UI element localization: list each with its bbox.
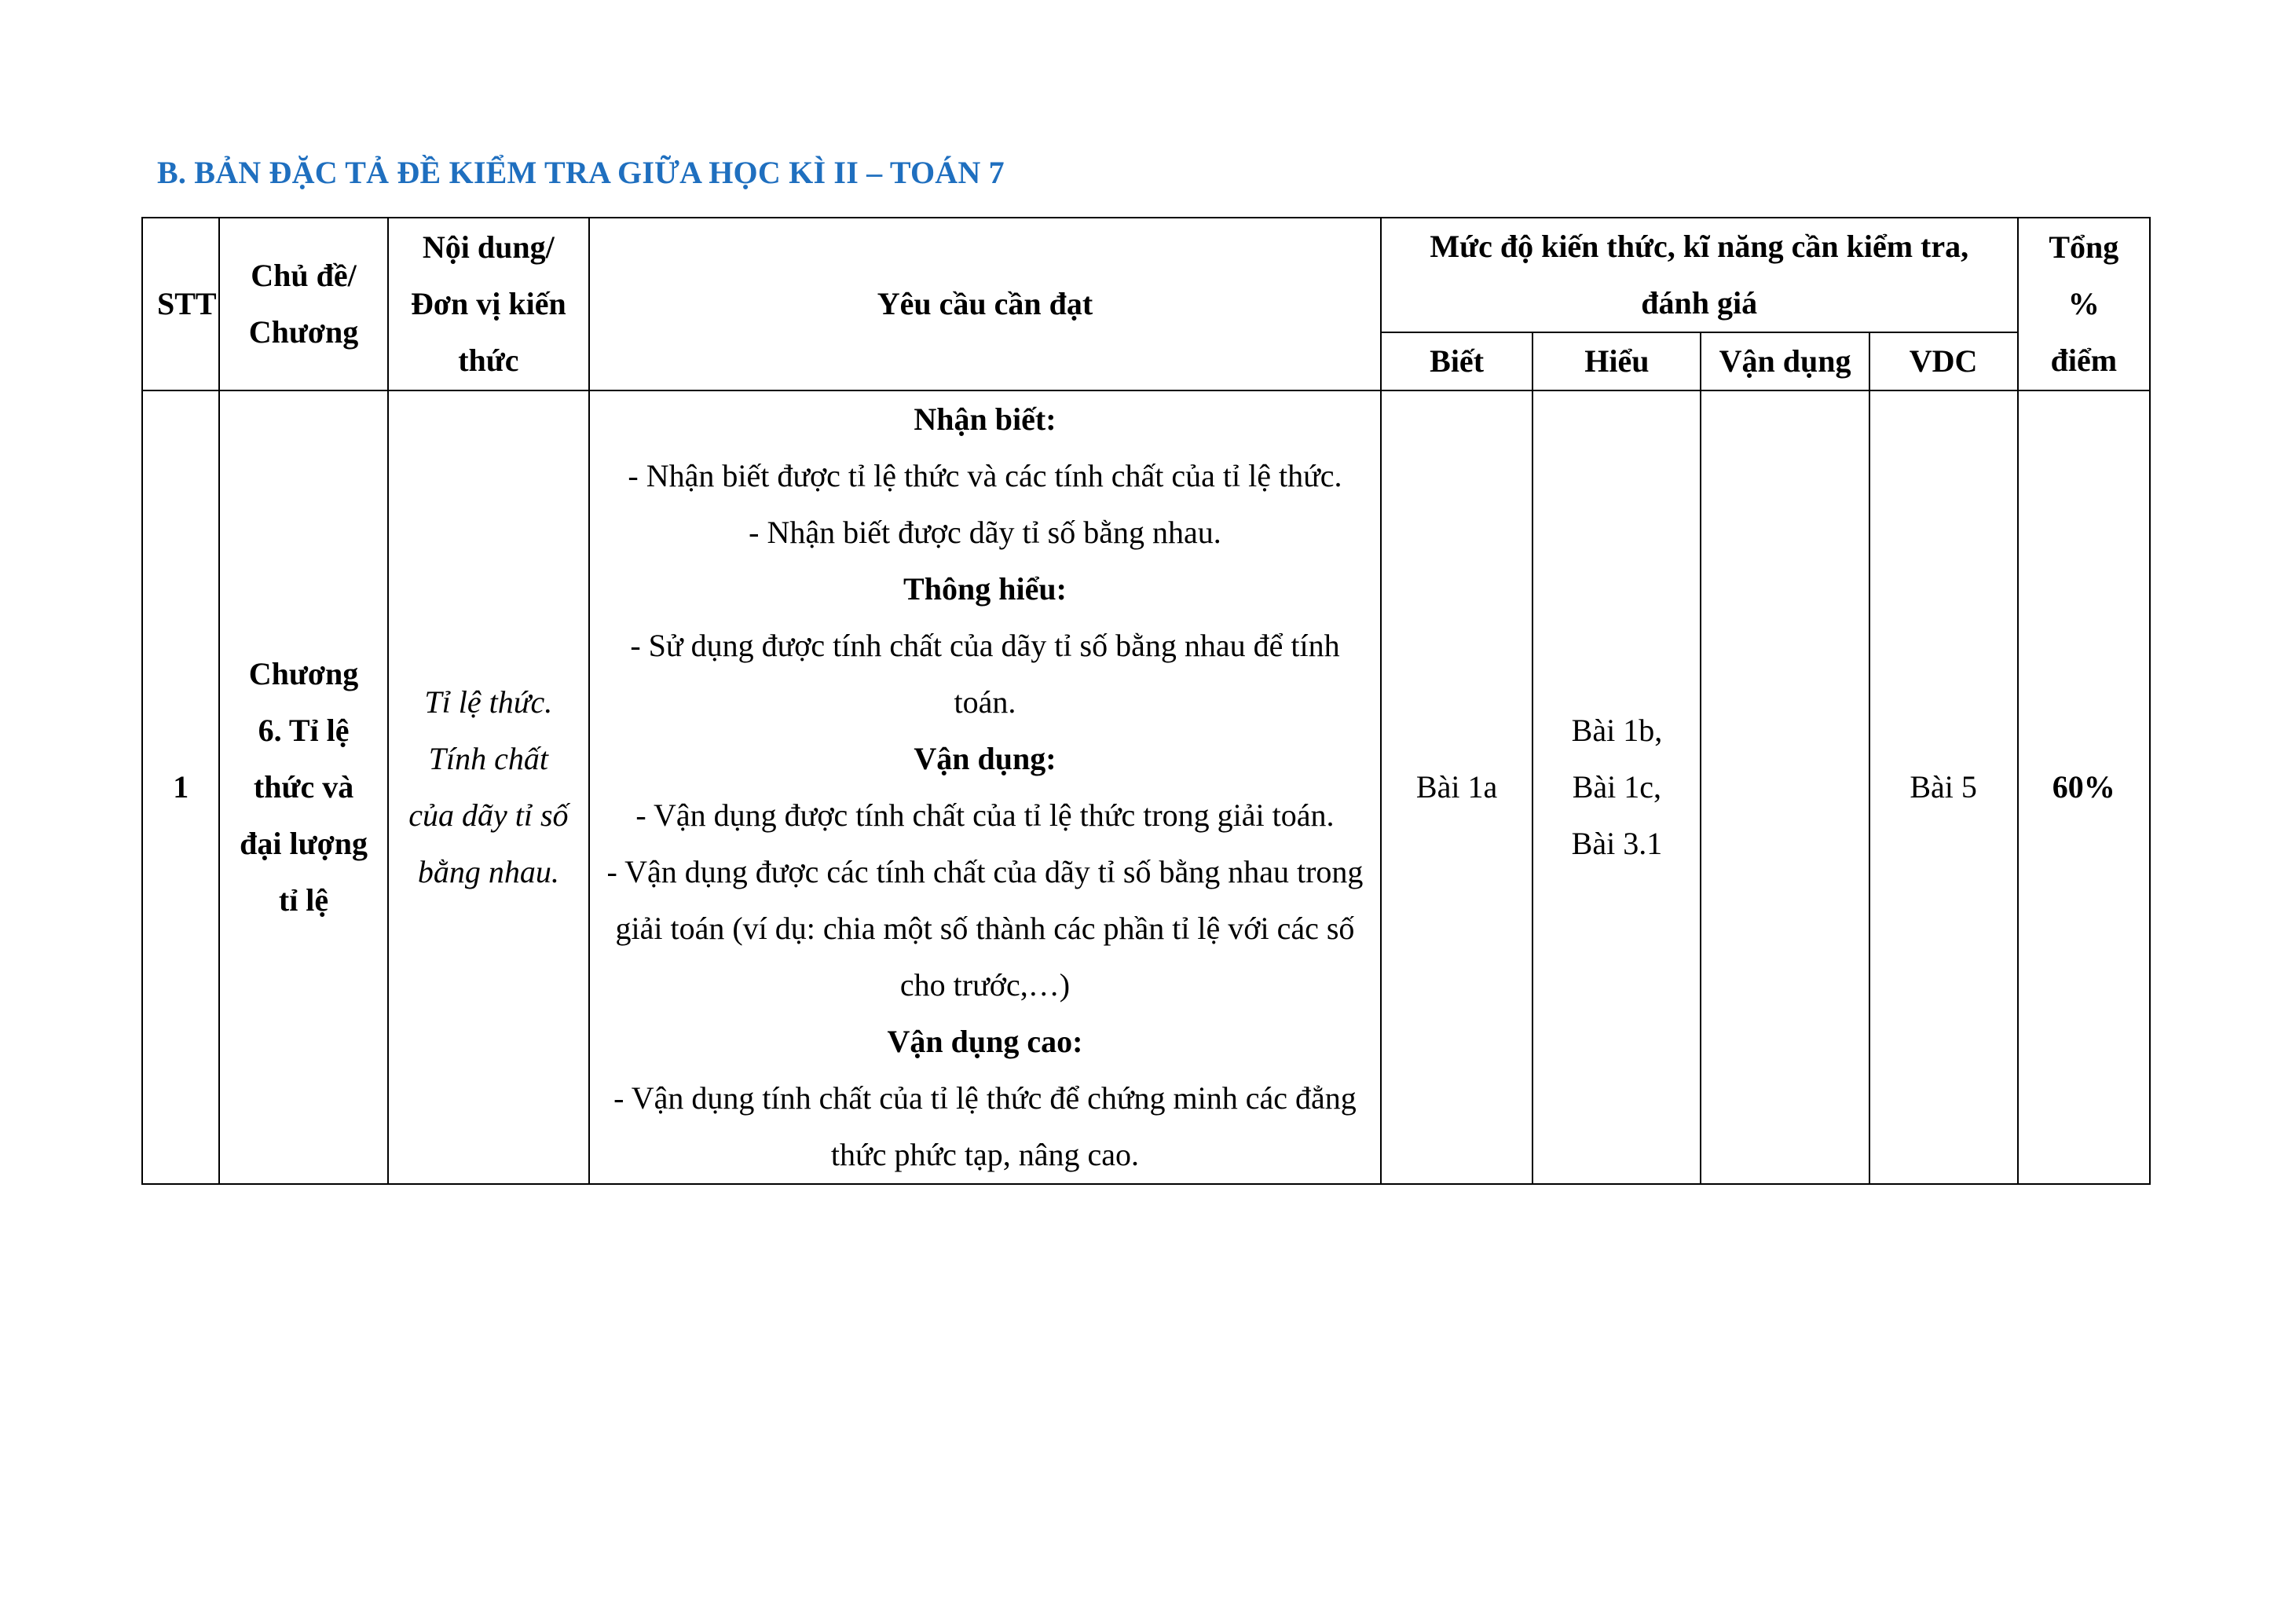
cell-stt: 1: [142, 390, 219, 1184]
header-level-hieu: Hiểu: [1532, 332, 1701, 390]
requirement-heading: Vận dụng:: [914, 741, 1056, 776]
cell-topic: Chương 6. Tỉ lệ thức và đại lượng tỉ lệ: [219, 390, 387, 1184]
requirement-heading: Thông hiểu:: [903, 571, 1067, 607]
cell-content: Tỉ lệ thức. Tính chất của dãy tỉ số bằng nhau.: [388, 390, 590, 1184]
cell-biet: Bài 1a: [1381, 390, 1533, 1184]
cell-requirements: [589, 390, 1381, 1184]
cell-hieu-line: Bài 1c,: [1572, 769, 1662, 805]
page-title: B. BẢN ĐẶC TẢ ĐỀ KIỂM TRA GIỮA HỌC KÌ II – TOÁN 7: [157, 155, 1005, 190]
requirement-item: - Nhận biết được dãy tỉ số bằng nhau.: [749, 515, 1221, 550]
requirement-item: - Vận dụng tính chất của tỉ lệ thức để chứng minh các đẳng thức phức tạp, nâng cao.: [613, 1080, 1357, 1172]
cell-vdc: Bài 5: [1869, 390, 2018, 1184]
header-level-van-dung: Vận dụng: [1701, 332, 1869, 390]
requirement-understand: [604, 561, 1366, 731]
requirement-heading: Vận dụng cao:: [887, 1024, 1083, 1059]
requirement-item: - Sử dụng được tính chất của dãy tỉ số bằng nhau để tính toán.: [630, 628, 1340, 720]
header-level-biet: Biết: [1381, 332, 1533, 390]
header-stt: STT: [142, 218, 219, 390]
requirement-recognize: [604, 391, 1366, 561]
requirement-heading: Nhận biết:: [914, 401, 1056, 437]
cell-total: 60%: [2018, 390, 2150, 1184]
specification-table: [141, 217, 2151, 1185]
requirement-apply: [604, 731, 1366, 1014]
cell-van-dung: [1701, 390, 1869, 1184]
cell-hieu: [1532, 390, 1701, 1184]
cell-hieu-line: Bài 1b,: [1571, 713, 1663, 748]
cell-hieu-line: Bài 3.1: [1571, 826, 1663, 861]
header-total: Tổng % điểm: [2018, 218, 2150, 390]
requirement-item: - Vận dụng được tính chất của tỉ lệ thức trong giải toán.: [635, 797, 1335, 833]
header-content: Nội dung/ Đơn vị kiến thức: [388, 218, 590, 390]
header-requirement: Yêu cầu cần đạt: [589, 218, 1381, 390]
header-levels-group: Mức độ kiến thức, kĩ năng cần kiểm tra, đánh giá: [1381, 218, 2018, 332]
header-topic: Chủ đề/ Chương: [219, 218, 387, 390]
requirement-item: - Vận dụng được các tính chất của dãy tỉ số bằng nhau trong giải toán (ví dụ: chia một số thành các phần tỉ lệ với các số cho trước,…): [606, 854, 1364, 1003]
requirement-advanced: [604, 1014, 1366, 1183]
requirement-item: - Nhận biết được tỉ lệ thức và các tính chất của tỉ lệ thức.: [628, 458, 1342, 493]
header-level-vdc: VDC: [1869, 332, 2018, 390]
table-row: [142, 390, 2150, 1184]
